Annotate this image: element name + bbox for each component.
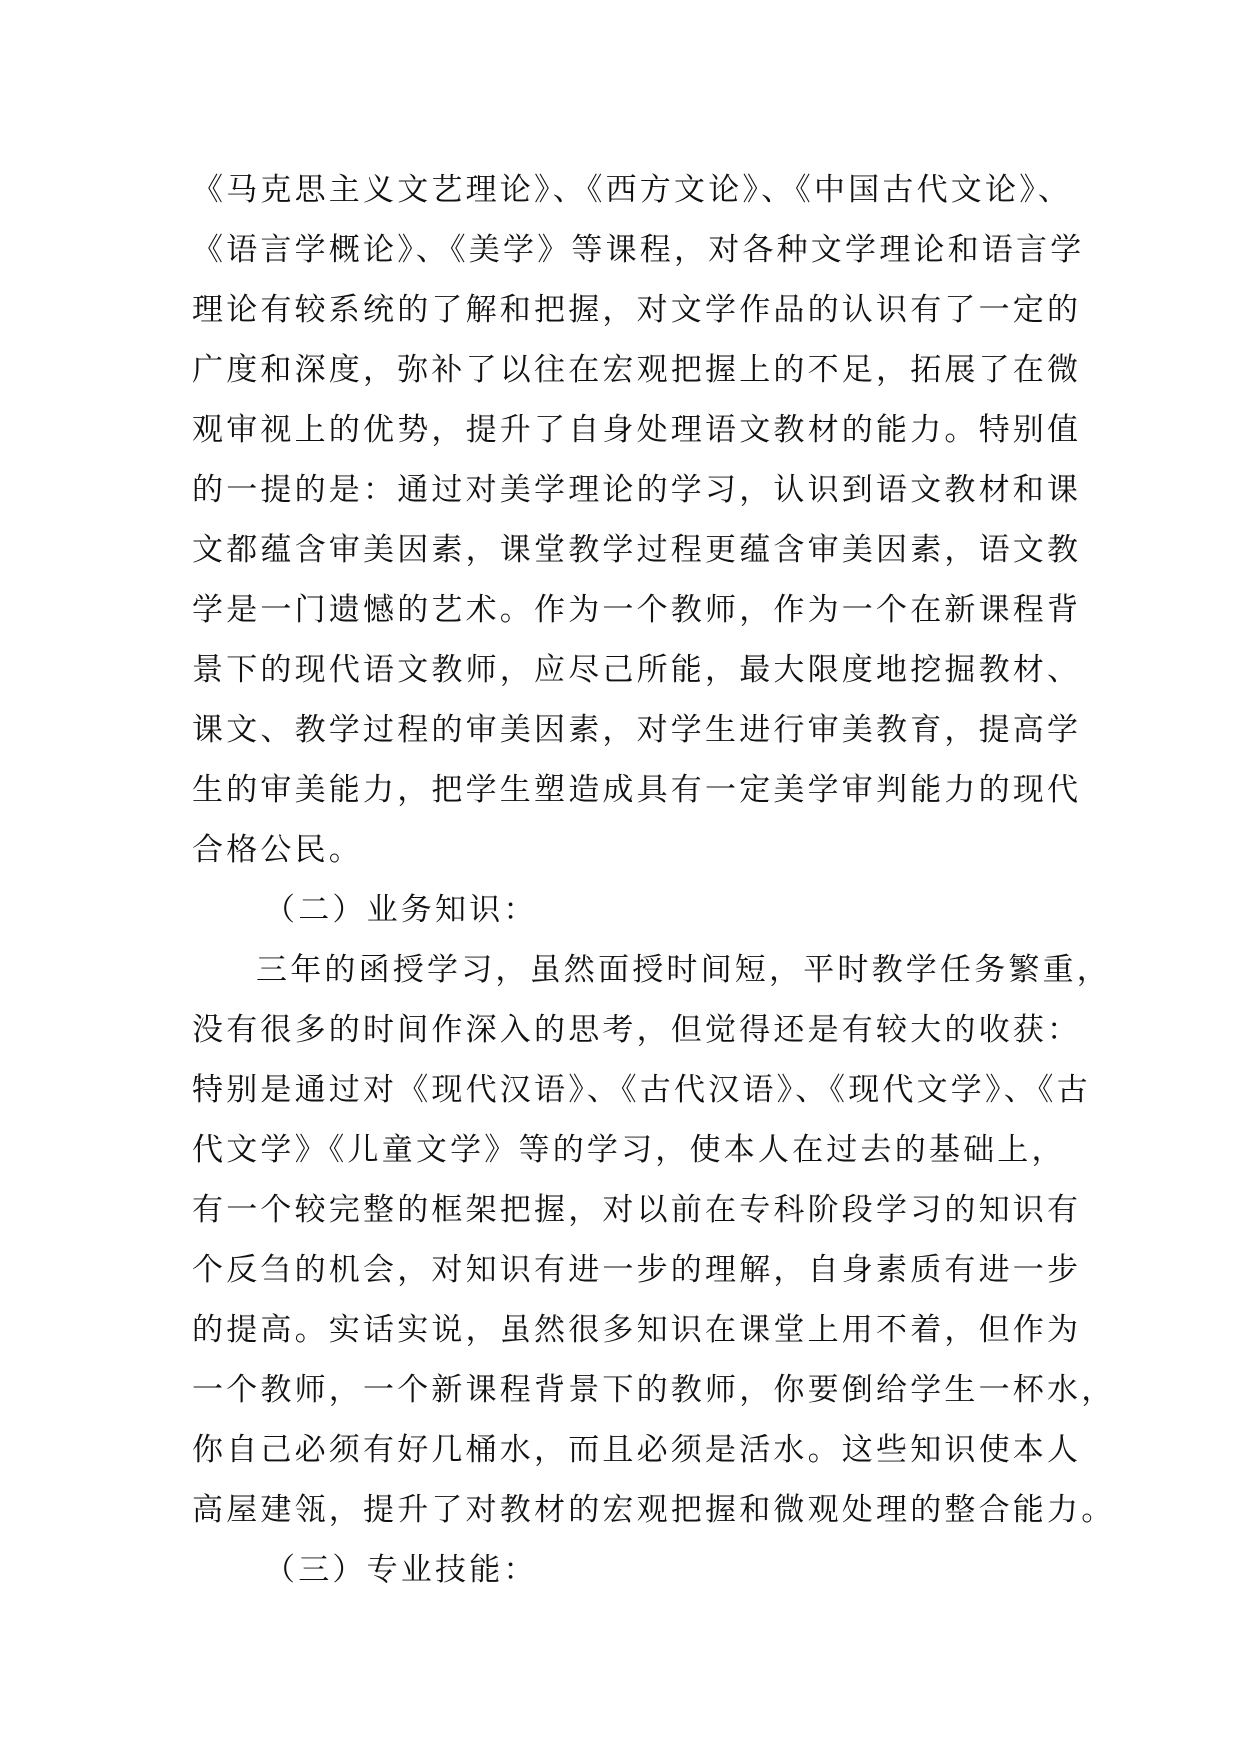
text-line: 《马克思主义文艺理论》、《西方文论》、《中国古代文论》、 bbox=[192, 172, 1073, 208]
text-line: 合格公民。 bbox=[192, 832, 363, 868]
text-line: 学是一门遗憾的艺术。作为一个教师，作为一个在新课程背 bbox=[192, 592, 1082, 628]
paragraph-literary-theory bbox=[192, 160, 1085, 880]
document-body bbox=[192, 160, 1116, 1600]
text-line: 代文学》《儿童文学》等的学习，使本人在过去的基础上， bbox=[192, 1132, 1066, 1168]
text-line: 生的审美能力，把学生塑造成具有一定美学审判能力的现代 bbox=[192, 772, 1082, 808]
text-line: 有一个较完整的框架把握，对以前在专科阶段学习的知识有 bbox=[192, 1192, 1082, 1228]
text-line: 观审视上的优势，提升了自身处理语文教材的能力。特别值 bbox=[192, 412, 1082, 448]
text-line: 特别是通过对《现代汉语》、《古代汉语》、《现代文学》、《古 bbox=[192, 1072, 1091, 1108]
text-line: 的一提的是：通过对美学理论的学习，认识到语文教材和课 bbox=[192, 472, 1082, 508]
text-line: 广度和深度，弥补了以往在宏观把握上的不足，拓展了在微 bbox=[192, 352, 1082, 388]
text-line: 高屋建瓴，提升了对教材的宏观把握和微观处理的整合能力。 bbox=[192, 1492, 1116, 1528]
text-line: 的提高。实话实说，虽然很多知识在课堂上用不着，但作为 bbox=[192, 1312, 1082, 1348]
text-line: 一个教师，一个新课程背景下的教师，你要倒给学生一杯水， bbox=[192, 1372, 1116, 1408]
paragraph-business-knowledge bbox=[192, 940, 1116, 1540]
text-line: 课文、教学过程的审美因素，对学生进行审美教育，提高学 bbox=[192, 712, 1082, 748]
text-line: 《语言学概论》、《美学》等课程，对各种文学理论和语言学 bbox=[192, 232, 1085, 268]
text-line: 三年的函授学习，虽然面授时间短，平时教学任务繁重， bbox=[256, 952, 1111, 988]
text-line: 文都蕴含审美因素，课堂教学过程更蕴含审美因素，语文教 bbox=[192, 532, 1082, 568]
section-heading-professional-skills: （三）专业技能： bbox=[264, 1552, 538, 1588]
section-heading-business-knowledge: （二）业务知识： bbox=[264, 892, 538, 928]
text-line: 你自己必须有好几桶水，而且必须是活水。这些知识使本人 bbox=[192, 1432, 1082, 1468]
text-line: 没有很多的时间作深入的思考，但觉得还是有较大的收获： bbox=[192, 1012, 1082, 1048]
text-line: 景下的现代语文教师，应尽己所能，最大限度地挖掘教材、 bbox=[192, 652, 1082, 688]
text-line: 理论有较系统的了解和把握，对文学作品的认识有了一定的 bbox=[192, 292, 1082, 328]
text-line: 个反刍的机会，对知识有进一步的理解，自身素质有进一步 bbox=[192, 1252, 1082, 1288]
